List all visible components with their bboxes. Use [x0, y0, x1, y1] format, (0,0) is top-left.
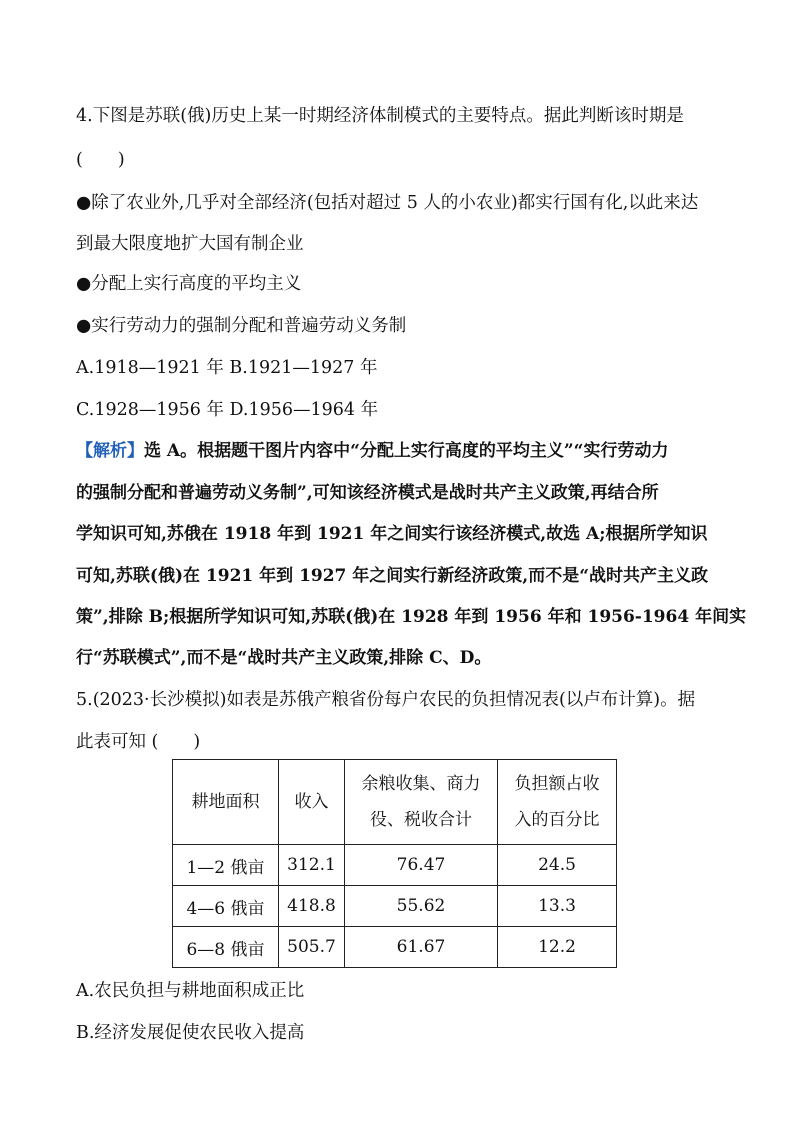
- table-cell: 55.62: [345, 886, 498, 927]
- header-cell-farmland: [173, 760, 279, 845]
- analysis-line5: 策”,排除 B;根据所学知识可知,苏联(俄)在 1928 年到 1956 年和 1956-1964 年间实: [76, 607, 747, 627]
- analysis-line3: 学知识可知,苏俄在 1918 年到 1921 年之间实行该经济模式,故选 A;根据所学知识: [76, 524, 708, 544]
- q4-bullet3: ●实行劳动力的强制分配和普遍劳动义务制: [76, 316, 407, 336]
- analysis-line6: 行“苏联模式”,而不是“战时共产主义政策,排除 C、D。: [76, 648, 492, 668]
- table-row: [173, 927, 617, 968]
- table-cell: 312.1: [279, 845, 345, 886]
- header-text: 耕地面积: [191, 792, 260, 812]
- analysis-line4: 可知,苏联(俄)在 1921 年到 1927 年之间实行新经济政策,而不是“战时共产主义政: [76, 566, 709, 586]
- analysis-tag: 【解析】: [76, 441, 144, 461]
- q5-stem-line2: 此表可知 ( ): [76, 732, 201, 752]
- burden-table: [172, 759, 617, 968]
- table-cell: 61.67: [345, 927, 498, 968]
- q4-bullet1-line1: ●除了农业外,几乎对全部经济(包括对超过 5 人的小农业)都实行国有化,以此来达: [76, 193, 699, 213]
- q4-options-line2: C.1928—1956 年 D.1956—1964 年: [76, 400, 379, 420]
- q5-option-a: A.农民负担与耕地面积成正比: [76, 981, 305, 1001]
- header-text: 负担额占收: [514, 774, 600, 794]
- table-cell: 1—2 俄亩: [173, 845, 279, 886]
- table-row: [173, 845, 617, 886]
- analysis-line1: [76, 439, 668, 463]
- table-cell: 12.2: [498, 927, 617, 968]
- analysis-line2: 的强制分配和普遍劳动义务制”,可知该经济模式是战时共产主义政策,再结合所: [76, 483, 659, 503]
- header-text: 役、税收合计: [370, 810, 472, 830]
- table-cell: 6—8 俄亩: [173, 927, 279, 968]
- table-row: [173, 886, 617, 927]
- q5-stem-line1: 5.(2023·长沙模拟)如表是苏俄产粮省份每户农民的负担情况表(以卢布计算)。据: [76, 690, 696, 710]
- table-header-row: [173, 760, 617, 845]
- header-cell-levy-total: [345, 760, 498, 845]
- table-cell: 4—6 俄亩: [173, 886, 279, 927]
- header-cell-income: [279, 760, 345, 845]
- q4-options-line1: A.1918—1921 年 B.1921—1927 年: [76, 358, 378, 378]
- header-text: 入的百分比: [514, 810, 600, 830]
- header-cell-burden-percent: [498, 760, 617, 845]
- table-cell: 505.7: [279, 927, 345, 968]
- table-cell: 418.8: [279, 886, 345, 927]
- header-text: 余粮收集、商力: [361, 774, 481, 794]
- q4-stem-line2: ( ): [76, 150, 125, 170]
- q4-stem-line1: 4.下图是苏联(俄)历史上某一时期经济体制模式的主要特点。据此判断该时期是: [76, 106, 684, 126]
- q5-option-b: B.经济发展促使农民收入提高: [76, 1023, 305, 1043]
- q4-bullet1-line2: 到最大限度地扩大国有制企业: [76, 234, 304, 254]
- table-cell: 13.3: [498, 886, 617, 927]
- header-text: 收入: [294, 792, 329, 812]
- analysis-line1-text: 选 A。根据题干图片内容中“分配上实行高度的平均主义”“实行劳动力: [144, 441, 669, 461]
- table-cell: 24.5: [498, 845, 617, 886]
- table-cell: 76.47: [345, 845, 498, 886]
- q4-bullet2: ●分配上实行高度的平均主义: [76, 274, 302, 294]
